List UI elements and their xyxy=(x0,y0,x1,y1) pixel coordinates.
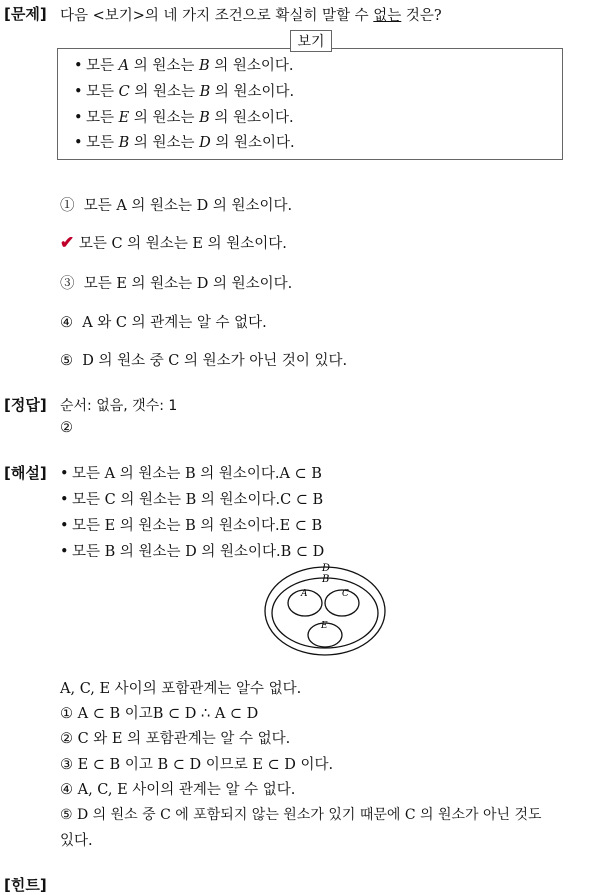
question-stem: 다음 <보기>의 네 가지 조건으로 확실히 말할 수 없는 것은? xyxy=(60,8,442,24)
explanation-line: • 모든 A 의 원소는 B 의 원소이다.A ⊂ B xyxy=(60,466,322,482)
set-b-outline xyxy=(272,578,378,648)
answer-label: [정답] xyxy=(4,396,47,414)
choice-2[interactable]: ✔ 모든 C 의 원소는 E 의 원소이다. xyxy=(60,233,287,253)
question-label: [문제] xyxy=(4,5,47,23)
explanation-line: • 모든 C 의 원소는 B 의 원소이다.C ⊂ B xyxy=(60,492,324,508)
check-icon: ✔ xyxy=(60,233,75,253)
choice-1[interactable]: ① 모든 A 의 원소는 D 의 원소이다. xyxy=(60,198,293,214)
hint-label: [힌트] xyxy=(4,876,47,894)
label-c: C xyxy=(342,589,349,599)
explanation-note: ④ A, C, E 사이의 관계는 알 수 없다. xyxy=(60,782,296,798)
label-a: A xyxy=(301,589,308,599)
choice-4[interactable]: ④ A 와 C 의 관계는 알 수 없다. xyxy=(60,315,267,331)
condition-4: • 모든 B 의 원소는 D 의 원소이다. xyxy=(74,135,295,151)
choice-3[interactable]: ③ 모든 E 의 원소는 D 의 원소이다. xyxy=(60,276,293,292)
explanation-note: ③ E ⊂ B 이고 B ⊂ D 이므로 E ⊂ D 이다. xyxy=(60,757,334,773)
condition-box-title: 보기 xyxy=(290,30,332,52)
explanation-line: • 모든 B 의 원소는 D 의 원소이다.B ⊂ D xyxy=(60,544,325,560)
condition-1: • 모든 A 의 원소는 B 의 원소이다. xyxy=(74,58,294,74)
explanation-note: 있다. xyxy=(60,833,93,849)
emphasis-none: 없는 xyxy=(373,8,402,24)
explanation-line: • 모든 E 의 원소는 B 의 원소이다.E ⊂ B xyxy=(60,518,323,534)
explanation-note: ⑤ D 의 원소 중 C 에 포함되지 않는 원소가 있기 때문에 C 의 원소가 아닌 것도 xyxy=(60,807,542,823)
answer-meta: 순서: 없음, 갯수: 1 xyxy=(60,398,178,414)
explanation-note: A, C, E 사이의 포함관계는 알수 없다. xyxy=(60,681,302,697)
explanation-note: ① A ⊂ B 이고B ⊂ D ∴ A ⊂ D xyxy=(60,706,259,722)
explanation-label: [해설] xyxy=(4,464,47,482)
venn-diagram xyxy=(262,563,388,659)
condition-2: • 모든 C 의 원소는 B 의 원소이다. xyxy=(74,84,295,100)
label-d: D xyxy=(322,563,331,574)
label-e: E xyxy=(321,621,328,631)
label-b: B xyxy=(322,574,330,585)
explanation-note: ② C 와 E 의 포함관계는 알 수 없다. xyxy=(60,731,291,747)
condition-3: • 모든 E 의 원소는 B 의 원소이다. xyxy=(74,110,294,126)
answer-value: ② xyxy=(60,420,73,436)
choice-5[interactable]: ⑤ D 의 원소 중 C 의 원소가 아닌 것이 있다. xyxy=(60,353,348,369)
